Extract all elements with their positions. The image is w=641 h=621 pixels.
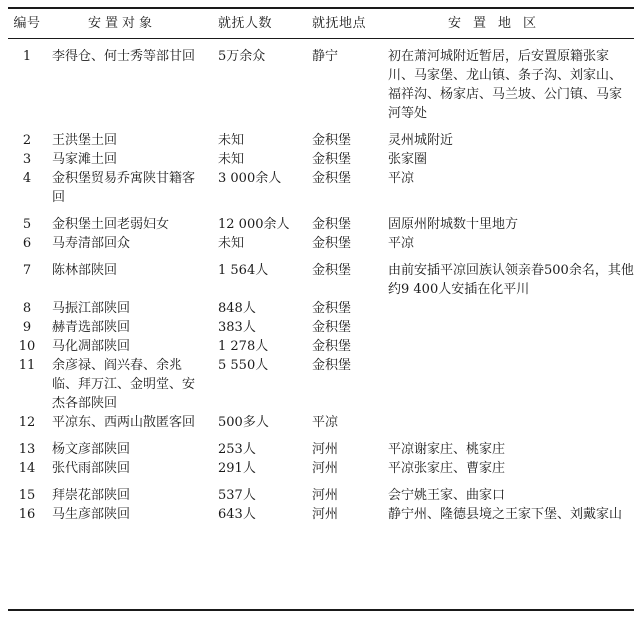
table-row — [8, 505, 634, 524]
row-area: 固原州附城数十里地方 — [388, 217, 519, 232]
header-row — [8, 9, 634, 38]
row-target: 赫青选部陕回 — [52, 320, 131, 335]
bottom-rule — [8, 609, 634, 611]
row-number: 6 — [22, 236, 32, 251]
row-target: 陈林部陕回 — [52, 263, 118, 278]
header-count: 就抚人数 — [218, 16, 273, 31]
row-place: 河州 — [312, 507, 339, 522]
row-count: 1 564人 — [218, 263, 269, 278]
row-area: 平凉 — [388, 171, 415, 186]
row-place: 金积堡 — [312, 320, 352, 335]
row-number: 13 — [18, 442, 36, 457]
row-count: 291人 — [218, 461, 256, 476]
row-target: 马寿清部回众 — [52, 236, 131, 251]
header-place: 就抚地点 — [312, 16, 367, 31]
row-target: 王洪堡土回 — [52, 133, 118, 148]
row-count: 537人 — [218, 488, 256, 503]
row-number: 1 — [22, 49, 32, 64]
table-row — [8, 39, 634, 123]
row-area: 静宁州、隆德县境之王家下堡、刘戴家山 — [388, 507, 623, 522]
row-area — [386, 413, 634, 432]
row-number: 10 — [18, 339, 36, 354]
row-place: 金积堡 — [312, 339, 352, 354]
row-place: 金积堡 — [312, 217, 352, 232]
table-row — [8, 299, 634, 318]
table-row — [8, 478, 634, 505]
row-target: 马化凋部陕回 — [52, 339, 131, 354]
row-target: 马振江部陕回 — [52, 301, 131, 316]
row-place: 金积堡 — [312, 301, 352, 316]
table-row — [8, 337, 634, 356]
row-number: 12 — [18, 415, 36, 430]
resettlement-table — [8, 9, 634, 38]
table-row — [8, 413, 634, 432]
row-area — [386, 356, 634, 413]
row-area — [386, 299, 634, 318]
table-row — [8, 234, 634, 253]
row-count: 500多人 — [218, 415, 269, 430]
row-area: 会宁姚王家、曲家口 — [388, 488, 506, 503]
table-body — [8, 39, 634, 524]
header-area: 安置地区 — [448, 16, 549, 31]
table-row — [8, 459, 634, 478]
row-count: 643人 — [218, 507, 256, 522]
row-place: 金积堡 — [312, 263, 352, 278]
row-count: 848人 — [218, 301, 256, 316]
table-row — [8, 356, 634, 413]
row-target: 余彦禄、阎兴春、余兆临、拜万江、金明堂、安杰各部陕回 — [52, 358, 196, 411]
row-area: 平凉 — [388, 236, 415, 251]
row-number: 16 — [18, 507, 36, 522]
header-number: 编号 — [13, 16, 41, 31]
table-row — [8, 150, 634, 169]
row-target: 平凉东、西两山散匿客回 — [52, 415, 196, 430]
table-row — [8, 207, 634, 234]
row-number: 11 — [18, 358, 36, 373]
table-row — [8, 169, 634, 207]
row-place: 平凉 — [312, 415, 339, 430]
row-target: 金积堡贸易乔寓陕甘籍客回 — [52, 171, 196, 205]
resettlement-table-body — [8, 39, 634, 524]
row-place: 河州 — [312, 442, 339, 457]
resettlement-table-container — [8, 0, 634, 524]
row-target: 杨文彦部陕回 — [52, 442, 131, 457]
row-target: 马生彦部陕回 — [52, 507, 131, 522]
table-row — [8, 123, 634, 150]
row-count: 253人 — [218, 442, 256, 457]
row-count: 未知 — [218, 133, 245, 148]
row-number: 8 — [22, 301, 32, 316]
row-area: 张家圈 — [388, 152, 428, 167]
row-number: 2 — [22, 133, 32, 148]
row-target: 金积堡土回老弱妇女 — [52, 217, 170, 232]
row-count: 1 278人 — [218, 339, 269, 354]
row-area: 灵州城附近 — [388, 133, 454, 148]
row-place: 金积堡 — [312, 358, 352, 373]
row-count: 5万余众 — [218, 49, 266, 64]
row-place: 金积堡 — [312, 171, 352, 186]
row-target: 马家滩土回 — [52, 152, 118, 167]
row-place: 金积堡 — [312, 236, 352, 251]
row-place: 金积堡 — [312, 133, 352, 148]
row-number: 4 — [22, 171, 32, 186]
row-place: 金积堡 — [312, 152, 352, 167]
row-place: 河州 — [312, 461, 339, 476]
row-place: 河州 — [312, 488, 339, 503]
row-target: 李得仓、何士秀等部甘回 — [52, 49, 196, 64]
row-area: 平凉张家庄、曹家庄 — [388, 461, 506, 476]
row-number: 15 — [18, 488, 36, 503]
row-count: 3 000余人 — [218, 171, 282, 186]
row-area: 由前安插平凉回族认领亲眷500余名，其他约9 400人安插在化平川 — [388, 263, 634, 297]
row-target: 张代雨部陕回 — [52, 461, 131, 476]
table-row — [8, 432, 634, 459]
table-row — [8, 253, 634, 299]
row-count: 383人 — [218, 320, 256, 335]
row-target: 拜崇花部陕回 — [52, 488, 131, 503]
row-count: 未知 — [218, 152, 245, 167]
header-target: 安置对象 — [88, 16, 157, 31]
row-area: 平凉谢家庄、桃家庄 — [388, 442, 506, 457]
row-area — [386, 337, 634, 356]
row-number: 3 — [22, 152, 32, 167]
row-number: 7 — [22, 263, 32, 278]
row-area: 初在萧河城附近暂居，后安置原籍张家川、马家堡、龙山镇、条子沟、刘家山、福祥沟、杨家店、马兰坡、公门镇、马家河等处 — [388, 49, 623, 121]
row-count: 未知 — [218, 236, 245, 251]
row-area — [386, 318, 634, 337]
row-number: 9 — [22, 320, 32, 335]
row-number: 14 — [18, 461, 36, 476]
row-count: 5 550人 — [218, 358, 269, 373]
row-number: 5 — [22, 217, 32, 232]
table-row — [8, 318, 634, 337]
row-place: 静宁 — [312, 49, 339, 64]
row-count: 12 000余人 — [218, 217, 290, 232]
